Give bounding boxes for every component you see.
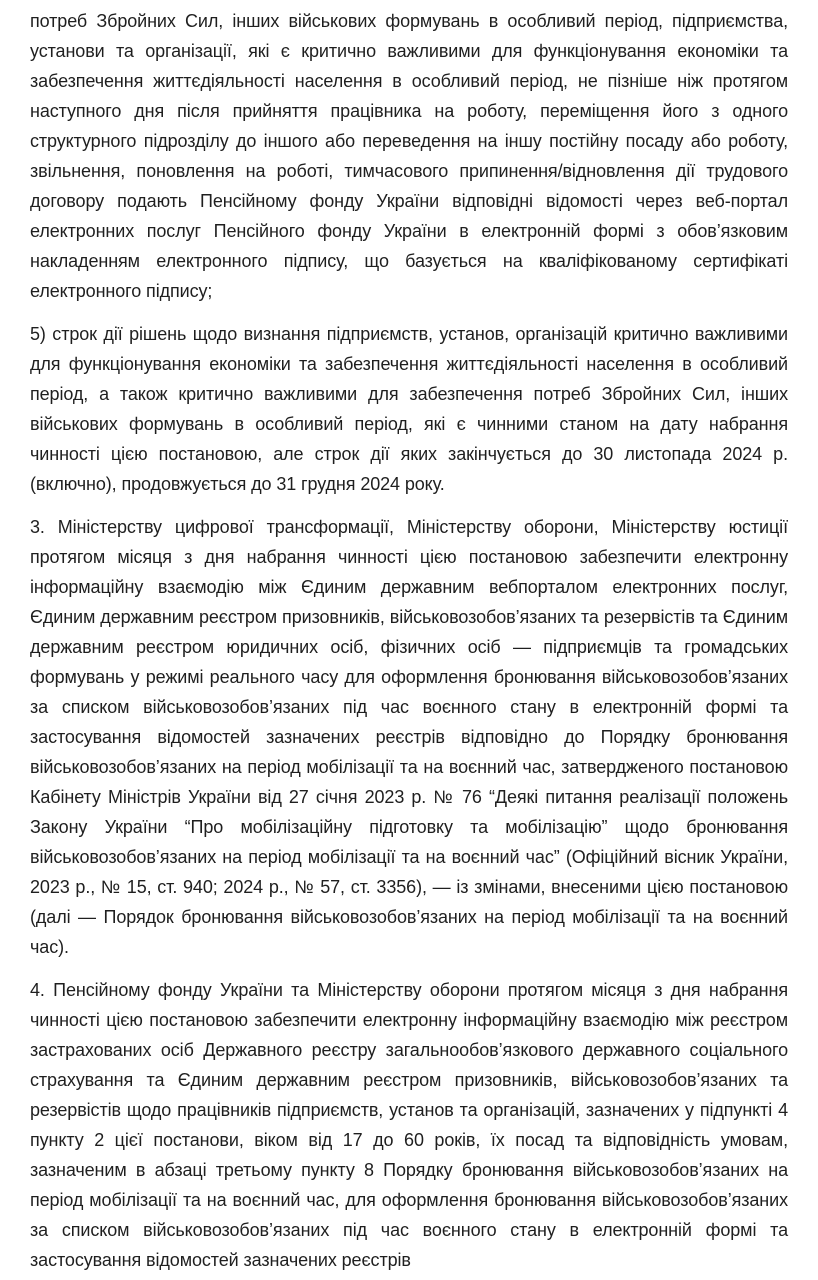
paragraph-subitem-5: 5) строк дії рішень щодо визнання підприємств, установ, організацій критично важливими для функціонування економіки та забезпечення життєдіяльності населення в особливий період, а також критично важливими для забезпечення потреб Збройних Сил, інших військових формувань в особливий період, які є чинними станом на дату набрання чинності цією постановою, але строк дії яких закінчується до 30 листопада 2024 р. (включно), продовжується до 31 грудня 2024 року. [30, 324, 788, 494]
paragraph-point-3: 3. Міністерству цифрової трансформації, Міністерству оборони, Міністерству юстиції протягом місяця з дня набрання чинності цією постановою забезпечити електронну інформаційну взаємодію між Єдиним державним вебпорталом електронних послуг, Єдиним державним реєстром призовників, військовозобов’язаних та резервістів та Єдиним державним реєстром юридичних осіб, фізичних осіб — підприємців та громадських формувань у режимі реального часу для оформлення бронювання військовозобов’язаних за списком військовозобов’язаних під час воєнного стану в електронній формі та застосування відомостей зазначених реєстрів відповідно до Порядку бронювання військовозобов’язаних на період мобілізації та на воєнний час, затвердженого постановою Кабінету Міністрів України від 27 січня 2023 р. № 76 “Деякі питання реалізації положень Закону України “Про мобілізаційну підготовку та мобілізацію” щодо бронювання військовозобов’язаних на період мобілізації та на воєнний час” (Офіційний вісник України, 2023 р., № 15, ст. 940; 2024 р., № 57, ст. 3356), — із змінами, внесеними цією постановою (далі — Порядок бронювання військовозобов’язаних на період мобілізації та на воєнний час). [30, 517, 788, 957]
paragraph-continuation-subitem-4: потреб Збройних Сил, інших військових формувань в особливий період, підприємства, установи та організації, які є критично важливими для функціонування економіки та забезпечення життєдіяльності населення в особливий період, не пізніше ніж протягом наступного дня після прийняття працівника на роботу, переміщення його з одного структурного підрозділу до іншого або переведення на іншу постійну посаду або роботу, звільнення, поновлення на роботі, тимчасового припинення/відновлення дії трудового договору подають Пенсійному фонду України відповідні відомості через веб-портал електронних послуг Пенсійного фонду України в електронній формі з обов’язковим накладенням електронного підпису, що базується на кваліфікованому сертифікаті електронного підпису; [30, 11, 788, 301]
paragraph-point-4: 4. Пенсійному фонду України та Міністерству оборони протягом місяця з дня набрання чинності цією постановою забезпечити електронну інформаційну взаємодію між реєстром застрахованих осіб Державного реєстру загальнообов’язкового державного соціального страхування та Єдиним державним реєстром призовників, військовозобов’язаних та резервістів щодо працівників підприємств, установ та організацій, зазначених у підпункті 4 пункту 2 цієї постанови, віком від 17 до 60 років, їх посад та відповідність умовам, зазначеним в абзаці третьому пункту 8 Порядку бронювання військовозобов’язаних на період мобілізації та на воєнний час, для оформлення бронювання військовозобов’язаних за списком військовозобов’язаних під час воєнного стану в електронній формі та застосування відомостей зазначених реєстрів [30, 980, 788, 1270]
